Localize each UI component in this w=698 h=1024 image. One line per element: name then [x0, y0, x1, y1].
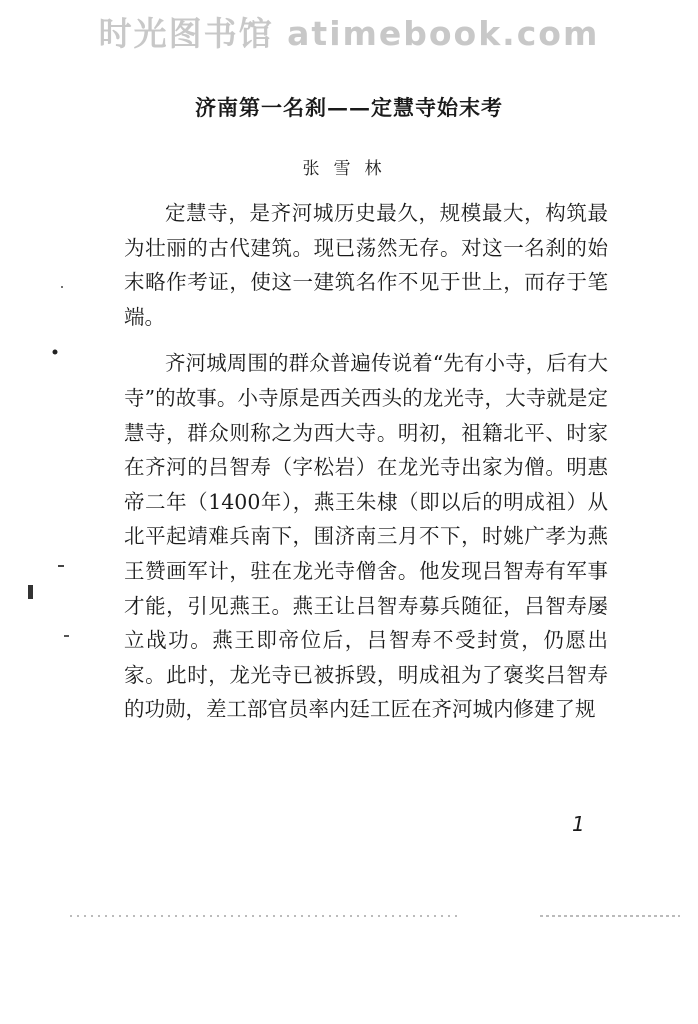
article-title: 济南第一名刹——定慧寺始末考 [195, 95, 503, 120]
paragraph: 齐河城周围的群众普遍传说着“先有小寺，后有大寺”的故事。小寺原是西关西头的龙光寺，大寺就是定慧寺，群众则称之为西大寺。明初，祖籍北平、时家在齐河的吕智寿（字松岩）在龙光寺出家为僧。明惠帝二年（1400年），燕王朱棣（即以后的明成祖）从北平起靖难兵南下，围济南三月不下，时姚广孝为燕王赞画军计，驻在龙光寺僧舍。他发现吕智寿有军事才能，引见燕王。燕王让吕智寿募兵随征，吕智寿屡立战功。燕王即帝位后，吕智寿不受封赏，仍愿出家。此时，龙光寺已被拆毁，明成祖为了褒奖吕智寿的功勋，差工部官员率内廷工匠在齐河城内修建了规 [124, 351, 608, 722]
scan-speck [61, 286, 63, 288]
page-number: 1 [572, 812, 585, 836]
scan-speck [53, 350, 58, 355]
scan-speck [28, 585, 33, 599]
watermark: 时光图书馆 atimebook.com [98, 14, 600, 53]
article-author: 张雪林 [302, 159, 396, 179]
scan-speck [58, 565, 64, 567]
paragraph: 定慧寺，是齐河城历史最久，规模最大，构筑最为壮丽的古代建筑。现已荡然无存。对这一名刹的始末略作考证，使这一建筑名作不见于世上，而存于笔端。 [124, 201, 608, 329]
scan-speck [64, 635, 69, 637]
